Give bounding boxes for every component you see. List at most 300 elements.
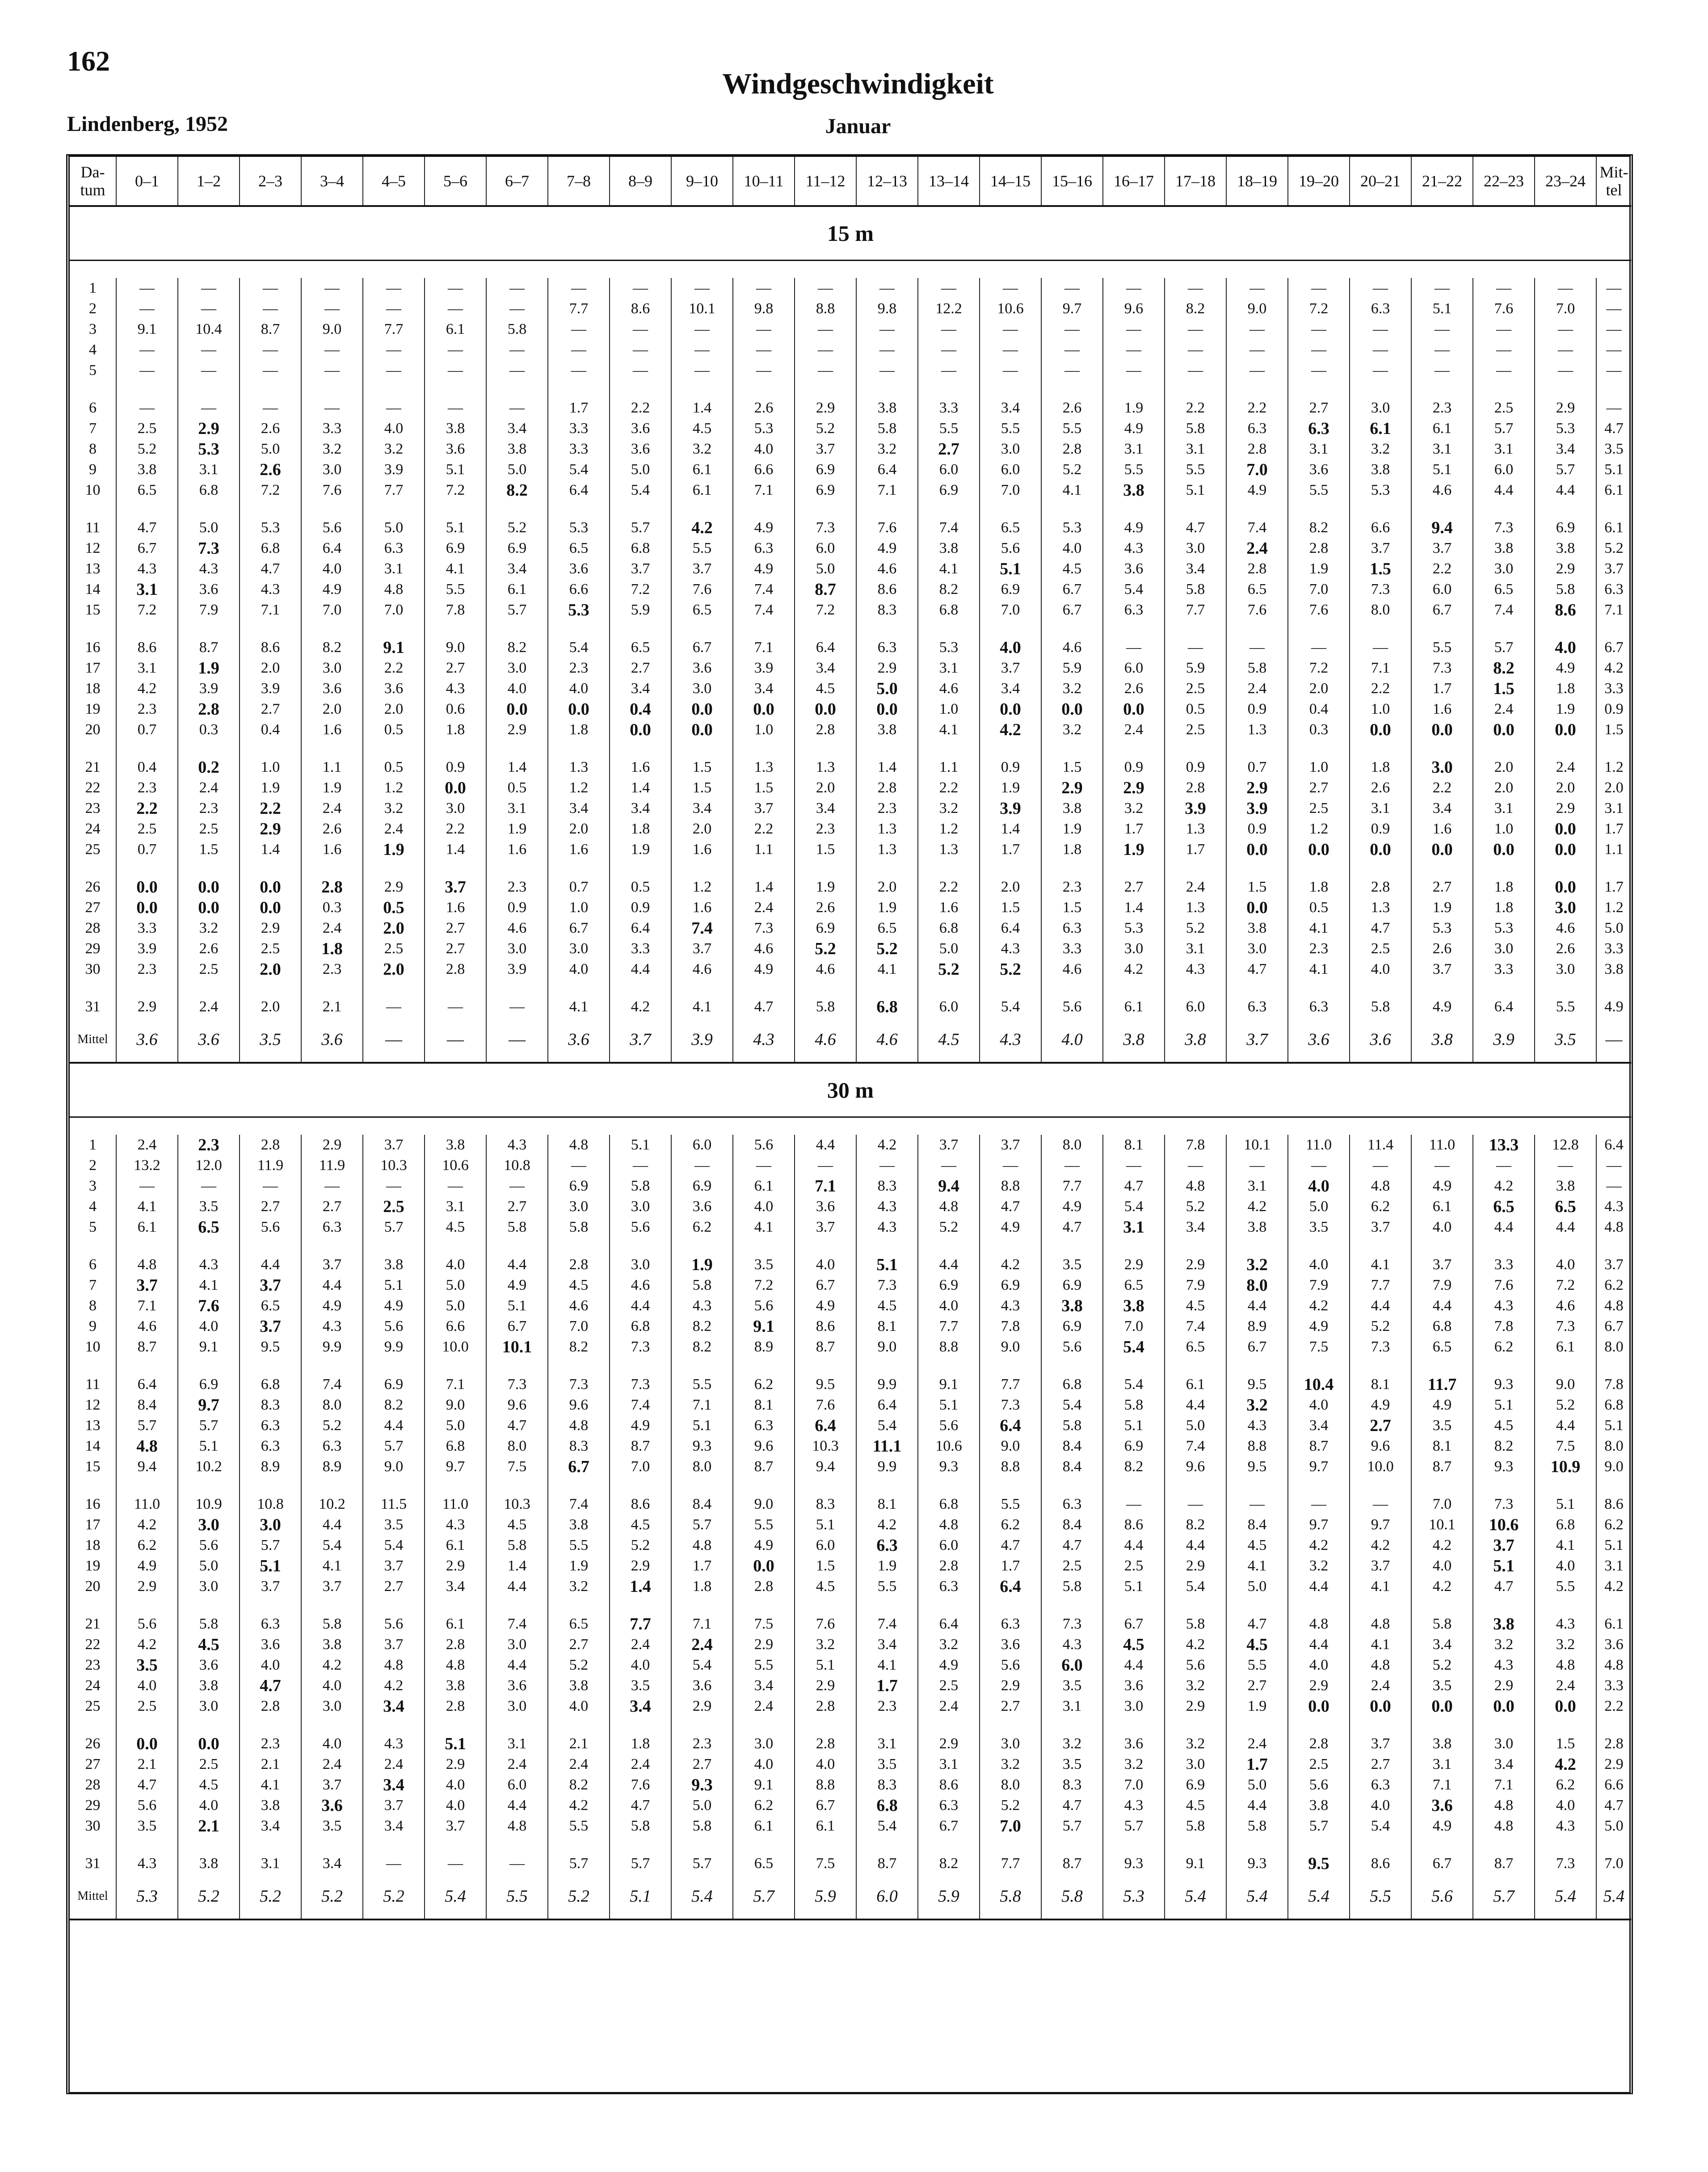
value-cell: 6.3 bbox=[1350, 299, 1411, 319]
value-cell: 6.1 bbox=[733, 1816, 795, 1836]
value-cell: 6.5 bbox=[178, 1217, 240, 1238]
datum-cell: 17 bbox=[85, 660, 101, 676]
value-cell: 4.3 bbox=[116, 559, 178, 579]
value-cell: 9.5 bbox=[795, 1374, 856, 1395]
value-cell: 4.8 bbox=[1473, 1795, 1535, 1816]
spacer-cell bbox=[733, 501, 795, 518]
datum-cell: 31 bbox=[85, 1855, 101, 1872]
value-cell: 1.5 bbox=[671, 757, 733, 778]
value-cell: 6.2 bbox=[116, 1535, 178, 1556]
datum-cell: 16 bbox=[85, 639, 101, 656]
value-cell: 7.3 bbox=[610, 1374, 671, 1395]
value-cell: 1.8 bbox=[1473, 877, 1535, 897]
value-cell: 4.3 bbox=[856, 1217, 918, 1238]
page-number: 162 bbox=[67, 45, 110, 77]
value-cell: 4.3 bbox=[116, 1853, 178, 1874]
value-cell: 3.1 bbox=[918, 658, 980, 678]
datum-cell: 3 bbox=[89, 1178, 97, 1194]
value-cell: — bbox=[1103, 1155, 1165, 1176]
value-cell: — bbox=[240, 278, 301, 299]
value-cell: 6.4 bbox=[1473, 997, 1535, 1017]
spacer-cell bbox=[240, 501, 301, 518]
value-cell: 3.8 bbox=[918, 538, 980, 559]
spacer-cell bbox=[795, 860, 856, 877]
value-cell: 6.7 bbox=[116, 538, 178, 559]
value-cell: 2.2 bbox=[610, 398, 671, 418]
value-cell: 6.2 bbox=[1350, 1196, 1411, 1217]
spacer-cell bbox=[980, 1238, 1041, 1254]
value-cell: 4.4 bbox=[1473, 1217, 1535, 1238]
value-cell: 9.4 bbox=[795, 1456, 856, 1477]
value-cell: 3.8 bbox=[425, 1675, 486, 1696]
value-cell: 6.4 bbox=[795, 1415, 856, 1436]
datum-cell: 30 bbox=[85, 961, 101, 977]
value-cell: 3.8 bbox=[548, 1675, 610, 1696]
value-cell: 3.9 bbox=[733, 658, 795, 678]
value-cell: 7.1 bbox=[240, 600, 301, 620]
value-cell: 9.0 bbox=[733, 1494, 795, 1515]
value-cell: 4.3 bbox=[856, 1196, 918, 1217]
spacer-cell bbox=[70, 381, 116, 398]
spacer-cell bbox=[1473, 381, 1535, 398]
value-cell: — bbox=[856, 1155, 918, 1176]
column-header-hour: 8–9 bbox=[610, 157, 671, 206]
column-header-hour: 21–22 bbox=[1411, 157, 1473, 206]
value-cell: — bbox=[795, 278, 856, 299]
value-cell: 10.3 bbox=[363, 1155, 425, 1176]
day-mean-cell: 1.7 bbox=[1596, 819, 1631, 839]
value-cell: 9.3 bbox=[671, 1775, 733, 1795]
value-cell: — bbox=[1041, 319, 1103, 340]
value-cell: 4.3 bbox=[1103, 1795, 1165, 1816]
spacer-cell bbox=[1473, 1836, 1535, 1853]
spacer-cell bbox=[671, 1238, 733, 1254]
value-cell: 5.7 bbox=[1473, 637, 1535, 658]
value-cell: 0.0 bbox=[178, 877, 240, 897]
value-cell: 4.9 bbox=[733, 559, 795, 579]
value-cell: 3.9 bbox=[1165, 798, 1226, 819]
value-cell: 2.9 bbox=[1535, 559, 1596, 579]
value-cell: 1.4 bbox=[610, 1576, 671, 1597]
spacer-cell bbox=[1103, 1477, 1165, 1494]
spacer-cell bbox=[301, 501, 363, 518]
mean-value-cell: 5.4 bbox=[425, 1874, 486, 1919]
column-header-hour: 6–7 bbox=[486, 157, 548, 206]
spacer-cell bbox=[548, 1477, 610, 1494]
value-cell: 4.9 bbox=[1411, 1176, 1473, 1196]
value-cell: 3.6 bbox=[671, 1675, 733, 1696]
spacer-cell bbox=[70, 261, 1631, 278]
value-cell: 4.9 bbox=[1411, 1816, 1473, 1836]
value-cell: 5.3 bbox=[1350, 480, 1411, 501]
value-cell: 5.5 bbox=[918, 418, 980, 439]
value-cell: 2.8 bbox=[918, 1556, 980, 1576]
value-cell: 1.5 bbox=[795, 839, 856, 860]
value-cell: 4.4 bbox=[1535, 1217, 1596, 1238]
value-cell: 8.4 bbox=[1226, 1515, 1288, 1535]
spacer-cell bbox=[240, 1357, 301, 1374]
spacer-cell bbox=[918, 980, 980, 997]
value-cell: 5.2 bbox=[795, 939, 856, 959]
value-cell: 2.9 bbox=[240, 918, 301, 939]
value-cell: 3.6 bbox=[671, 658, 733, 678]
spacer-cell bbox=[1473, 1477, 1535, 1494]
value-cell: 8.4 bbox=[1041, 1515, 1103, 1535]
value-cell: 4.3 bbox=[178, 1254, 240, 1275]
value-cell: 3.8 bbox=[1103, 1296, 1165, 1316]
value-cell: 0.0 bbox=[980, 699, 1041, 720]
value-cell: 6.2 bbox=[671, 1217, 733, 1238]
value-cell: 3.7 bbox=[1473, 1535, 1535, 1556]
value-cell: 6.5 bbox=[1226, 579, 1288, 600]
spacer-cell bbox=[486, 620, 548, 637]
spacer-cell bbox=[1411, 620, 1473, 637]
value-cell: 9.7 bbox=[1350, 1515, 1411, 1535]
value-cell: 3.9 bbox=[980, 798, 1041, 819]
value-cell: 5.5 bbox=[1103, 459, 1165, 480]
value-cell: — bbox=[425, 299, 486, 319]
value-cell: 3.7 bbox=[301, 1775, 363, 1795]
value-cell: 2.9 bbox=[795, 398, 856, 418]
value-cell: 3.6 bbox=[671, 1196, 733, 1217]
datum-cell: 10 bbox=[85, 1339, 101, 1355]
spacer-cell bbox=[1103, 501, 1165, 518]
value-cell: 6.1 bbox=[425, 319, 486, 340]
day-row bbox=[70, 839, 1631, 860]
value-cell: 8.7 bbox=[856, 1853, 918, 1874]
value-cell: 6.0 bbox=[671, 1135, 733, 1155]
value-cell: 1.5 bbox=[178, 839, 240, 860]
value-cell: 0.0 bbox=[856, 699, 918, 720]
spacer-cell bbox=[1350, 620, 1411, 637]
mean-value-cell: 5.2 bbox=[548, 1874, 610, 1919]
value-cell: 3.7 bbox=[980, 658, 1041, 678]
value-cell: 6.3 bbox=[240, 1436, 301, 1456]
value-cell: 3.2 bbox=[918, 1634, 980, 1655]
value-cell: 4.8 bbox=[116, 1254, 178, 1275]
value-cell: 6.4 bbox=[795, 637, 856, 658]
day-mean-cell: 8.0 bbox=[1596, 1337, 1631, 1357]
spacer-cell bbox=[733, 740, 795, 757]
mean-value-cell: 5.9 bbox=[795, 1874, 856, 1919]
spacer-cell bbox=[363, 1836, 425, 1853]
spacer-cell bbox=[1411, 501, 1473, 518]
spacer-cell bbox=[548, 1357, 610, 1374]
value-cell: 6.8 bbox=[1411, 1316, 1473, 1337]
value-cell: 0.3 bbox=[301, 897, 363, 918]
value-cell: 10.4 bbox=[1288, 1374, 1350, 1395]
value-cell: 1.9 bbox=[548, 1556, 610, 1576]
value-cell: 10.1 bbox=[1226, 1135, 1288, 1155]
day-row bbox=[70, 757, 1631, 778]
value-cell: 1.0 bbox=[733, 720, 795, 740]
value-cell: 5.8 bbox=[795, 997, 856, 1017]
spacer-cell bbox=[610, 1357, 671, 1374]
value-cell: 4.0 bbox=[610, 1655, 671, 1675]
value-cell: 3.1 bbox=[1165, 939, 1226, 959]
spacer-cell bbox=[795, 1597, 856, 1614]
value-cell: 5.1 bbox=[1473, 1395, 1535, 1415]
spacer-cell bbox=[70, 1717, 116, 1734]
value-cell: 1.6 bbox=[548, 839, 610, 860]
value-cell: 0.0 bbox=[1473, 1696, 1535, 1717]
value-cell: — bbox=[1226, 1494, 1288, 1515]
spacer-cell bbox=[795, 1238, 856, 1254]
value-cell: — bbox=[1041, 360, 1103, 381]
value-cell: 5.6 bbox=[918, 1415, 980, 1436]
value-cell: 3.7 bbox=[1411, 959, 1473, 980]
value-cell: 2.9 bbox=[1535, 798, 1596, 819]
value-cell: 1.6 bbox=[610, 757, 671, 778]
value-cell: — bbox=[671, 278, 733, 299]
value-cell: 4.4 bbox=[486, 1254, 548, 1275]
value-cell: 5.4 bbox=[1041, 1395, 1103, 1415]
value-cell: — bbox=[1350, 1494, 1411, 1515]
value-cell: 1.3 bbox=[918, 839, 980, 860]
value-cell: 6.8 bbox=[856, 997, 918, 1017]
day-mean-cell: 6.1 bbox=[1596, 518, 1631, 538]
spacer-cell bbox=[1165, 1717, 1226, 1734]
value-cell: 4.0 bbox=[1535, 637, 1596, 658]
value-cell: 4.4 bbox=[486, 1795, 548, 1816]
spacer-cell bbox=[1535, 740, 1596, 757]
value-cell: 5.4 bbox=[856, 1415, 918, 1436]
day-row bbox=[70, 538, 1631, 559]
spacer-cell bbox=[1103, 620, 1165, 637]
value-cell: 3.5 bbox=[1288, 1217, 1350, 1238]
value-cell: — bbox=[486, 1176, 548, 1196]
value-cell: 4.8 bbox=[918, 1196, 980, 1217]
value-cell: 1.6 bbox=[425, 897, 486, 918]
value-cell: 2.4 bbox=[1350, 1675, 1411, 1696]
spacer-cell bbox=[856, 501, 918, 518]
value-cell: 5.0 bbox=[856, 678, 918, 699]
value-cell: 3.1 bbox=[1473, 798, 1535, 819]
value-cell: 1.6 bbox=[918, 897, 980, 918]
value-cell: 9.1 bbox=[116, 319, 178, 340]
value-cell: 2.8 bbox=[178, 699, 240, 720]
value-cell: 0.0 bbox=[1103, 699, 1165, 720]
spacer-cell bbox=[610, 740, 671, 757]
value-cell: 3.6 bbox=[1103, 1675, 1165, 1696]
value-cell: 6.3 bbox=[240, 1614, 301, 1634]
column-header-hour: 13–14 bbox=[918, 157, 980, 206]
value-cell: 3.1 bbox=[240, 1853, 301, 1874]
value-cell: 3.2 bbox=[1041, 720, 1103, 740]
spacer-cell bbox=[733, 1477, 795, 1494]
value-cell: 3.5 bbox=[856, 1754, 918, 1775]
value-cell: — bbox=[1473, 340, 1535, 360]
mean-value-cell: 4.6 bbox=[795, 1017, 856, 1063]
value-cell: 7.9 bbox=[178, 600, 240, 620]
spacer-cell bbox=[1041, 501, 1103, 518]
spacer-cell bbox=[240, 860, 301, 877]
value-cell: 7.1 bbox=[1350, 658, 1411, 678]
value-cell: 3.8 bbox=[1411, 1734, 1473, 1754]
value-cell: 6.3 bbox=[1288, 418, 1350, 439]
spacer-cell bbox=[918, 860, 980, 877]
value-cell: 9.8 bbox=[856, 299, 918, 319]
spacer-cell bbox=[856, 1717, 918, 1734]
value-cell: 2.8 bbox=[425, 1634, 486, 1655]
value-cell: 5.2 bbox=[610, 1535, 671, 1556]
value-cell: 2.7 bbox=[425, 658, 486, 678]
value-cell: 5.6 bbox=[363, 1316, 425, 1337]
value-cell: 2.7 bbox=[980, 1696, 1041, 1717]
value-cell: 7.3 bbox=[980, 1395, 1041, 1415]
value-cell: 2.4 bbox=[548, 1754, 610, 1775]
value-cell: 3.2 bbox=[1288, 1556, 1350, 1576]
spacer-cell bbox=[116, 501, 178, 518]
value-cell: 4.0 bbox=[301, 559, 363, 579]
value-cell: 3.1 bbox=[856, 1734, 918, 1754]
value-cell: 4.9 bbox=[363, 1296, 425, 1316]
day-row bbox=[70, 1374, 1631, 1395]
value-cell: 3.3 bbox=[1041, 939, 1103, 959]
value-cell: 2.0 bbox=[1288, 678, 1350, 699]
spacer-cell bbox=[1473, 620, 1535, 637]
value-cell: 2.9 bbox=[240, 819, 301, 839]
value-cell: 10.2 bbox=[178, 1456, 240, 1477]
spacer-cell bbox=[1103, 381, 1165, 398]
value-cell: 0.0 bbox=[178, 897, 240, 918]
value-cell: 5.7 bbox=[671, 1515, 733, 1535]
spacer-cell bbox=[795, 381, 856, 398]
value-cell: 2.4 bbox=[733, 897, 795, 918]
value-cell: 2.4 bbox=[610, 1754, 671, 1775]
spacer-cell bbox=[548, 740, 610, 757]
value-cell: 3.0 bbox=[301, 459, 363, 480]
value-cell: 2.4 bbox=[918, 1696, 980, 1717]
value-cell: 2.3 bbox=[671, 1734, 733, 1754]
datum-cell: 3 bbox=[89, 321, 97, 337]
value-cell: 1.7 bbox=[548, 398, 610, 418]
value-cell: 4.9 bbox=[918, 1655, 980, 1675]
spacer-cell bbox=[795, 740, 856, 757]
value-cell: 9.0 bbox=[425, 637, 486, 658]
value-cell: 4.6 bbox=[671, 959, 733, 980]
value-cell: 7.0 bbox=[1411, 1494, 1473, 1515]
value-cell: 2.3 bbox=[856, 798, 918, 819]
value-cell: 2.2 bbox=[1350, 678, 1411, 699]
datum-cell: 4 bbox=[89, 341, 97, 358]
value-cell: 0.0 bbox=[178, 1734, 240, 1754]
value-cell: 4.1 bbox=[1226, 1556, 1288, 1576]
spacer-cell bbox=[610, 620, 671, 637]
value-cell: — bbox=[486, 1853, 548, 1874]
value-cell: 8.3 bbox=[856, 1775, 918, 1795]
day-row bbox=[70, 720, 1631, 740]
value-cell: 5.0 bbox=[1226, 1576, 1288, 1597]
value-cell: 3.4 bbox=[733, 678, 795, 699]
value-cell: 3.0 bbox=[178, 1696, 240, 1717]
spacer-cell bbox=[1350, 740, 1411, 757]
value-cell: 1.5 bbox=[1350, 559, 1411, 579]
station-year: Lindenberg, 1952 bbox=[67, 112, 228, 136]
day-row bbox=[70, 1556, 1631, 1576]
spacer-cell bbox=[70, 860, 116, 877]
value-cell: 0.4 bbox=[240, 720, 301, 740]
day-mean-cell: 7.0 bbox=[1596, 1853, 1631, 1874]
spacer-cell bbox=[856, 381, 918, 398]
spacer-cell bbox=[363, 381, 425, 398]
value-cell: 5.6 bbox=[1041, 997, 1103, 1017]
value-cell: 9.3 bbox=[1103, 1853, 1165, 1874]
spacer-cell bbox=[980, 620, 1041, 637]
value-cell: — bbox=[1165, 340, 1226, 360]
value-cell: 7.0 bbox=[1226, 459, 1288, 480]
value-cell: 5.1 bbox=[1411, 299, 1473, 319]
datum-cell: 14 bbox=[85, 1438, 101, 1454]
datum-cell: 6 bbox=[89, 1256, 97, 1273]
value-cell: 7.4 bbox=[733, 600, 795, 620]
value-cell: 0.0 bbox=[1350, 1696, 1411, 1717]
spacer-cell bbox=[178, 1836, 240, 1853]
value-cell: — bbox=[486, 340, 548, 360]
value-cell: 4.1 bbox=[1288, 918, 1350, 939]
day-row bbox=[70, 1675, 1631, 1696]
spacer-cell bbox=[733, 1357, 795, 1374]
value-cell: 4.9 bbox=[795, 1296, 856, 1316]
value-cell: 0.0 bbox=[486, 699, 548, 720]
value-cell: 6.3 bbox=[733, 538, 795, 559]
spacer-cell bbox=[1103, 980, 1165, 997]
value-cell: 2.5 bbox=[1041, 1556, 1103, 1576]
value-cell: 7.2 bbox=[795, 600, 856, 620]
value-cell: 5.0 bbox=[671, 1795, 733, 1816]
value-cell: 5.8 bbox=[1411, 1614, 1473, 1634]
datum-cell: 28 bbox=[85, 1776, 101, 1793]
value-cell: — bbox=[116, 299, 178, 319]
spacer-row bbox=[70, 980, 1631, 997]
section-header-row bbox=[70, 206, 1631, 261]
spacer-cell bbox=[116, 1597, 178, 1614]
value-cell: 5.2 bbox=[1350, 1316, 1411, 1337]
day-row bbox=[70, 439, 1631, 459]
value-cell: 4.9 bbox=[1411, 997, 1473, 1017]
value-cell: 2.8 bbox=[1288, 538, 1350, 559]
value-cell: — bbox=[1350, 319, 1411, 340]
spacer-cell bbox=[1165, 980, 1226, 997]
value-cell: 4.9 bbox=[1288, 1316, 1350, 1337]
value-cell: 7.7 bbox=[918, 1316, 980, 1337]
value-cell: 9.3 bbox=[1226, 1853, 1288, 1874]
mean-value-cell: 4.6 bbox=[856, 1017, 918, 1063]
spacer-cell bbox=[70, 1117, 1631, 1135]
value-cell: 7.1 bbox=[795, 1176, 856, 1196]
value-cell: 1.3 bbox=[548, 757, 610, 778]
mean-value-cell: 5.3 bbox=[116, 1874, 178, 1919]
value-cell: 4.8 bbox=[548, 1415, 610, 1436]
spacer-cell bbox=[671, 1477, 733, 1494]
day-mean-cell: 6.1 bbox=[1596, 480, 1631, 501]
mean-value-cell: 3.6 bbox=[178, 1017, 240, 1063]
spacer-cell bbox=[610, 1597, 671, 1614]
value-cell: 4.9 bbox=[1103, 518, 1165, 538]
value-cell: 4.4 bbox=[1165, 1395, 1226, 1415]
spacer-cell bbox=[918, 1357, 980, 1374]
value-cell: 2.5 bbox=[178, 819, 240, 839]
value-cell: — bbox=[918, 319, 980, 340]
value-cell: 3.0 bbox=[1473, 1734, 1535, 1754]
value-cell: 3.1 bbox=[486, 1734, 548, 1754]
spacer-cell bbox=[671, 1357, 733, 1374]
value-cell: 6.9 bbox=[178, 1374, 240, 1395]
value-cell: 3.7 bbox=[795, 439, 856, 459]
mean-value-cell: 3.7 bbox=[610, 1017, 671, 1063]
value-cell: 1.0 bbox=[548, 897, 610, 918]
day-mean-cell: 3.5 bbox=[1596, 439, 1631, 459]
